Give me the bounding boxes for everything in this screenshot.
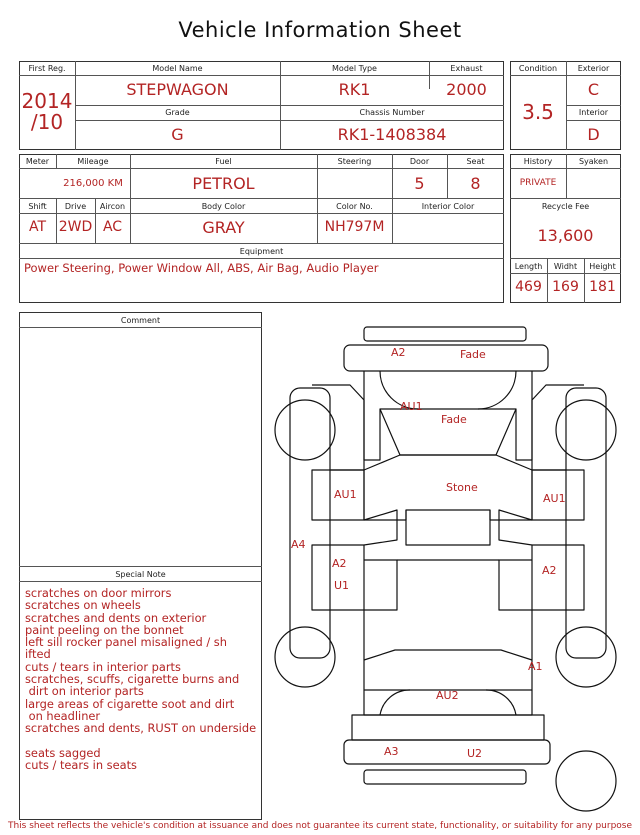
right-side-outline — [566, 388, 606, 658]
right-rear-door — [532, 545, 584, 610]
right-front-fender — [532, 385, 584, 470]
width-label: Widht — [553, 262, 578, 271]
special-note-item: paint peeling on the bonnet — [25, 622, 184, 637]
special-note-item: cuts / tears in seats — [25, 758, 137, 773]
damage-mark: Stone — [446, 481, 478, 494]
special-note-item: scratches and dents, RUST on underside — [25, 721, 257, 736]
right-pillar — [499, 510, 532, 545]
roof-front — [406, 510, 490, 545]
damage-mark: A2 — [332, 557, 347, 570]
front-panel-outline — [344, 345, 548, 371]
first-reg-month: /10 — [30, 110, 64, 134]
damage-mark: AU1 — [543, 492, 566, 505]
recycle-fee-value: 13,600 — [537, 226, 594, 245]
disclaimer-footer: This sheet reflects the vehicle's condition at issuance and does not guarantee its current state, functionality, or suitability for any purpose — [7, 821, 633, 831]
width-value: 169 — [552, 279, 579, 295]
rear-bumper-outline — [344, 740, 550, 764]
special-note-item: scratches on wheels — [25, 598, 141, 613]
exterior-value: C — [587, 80, 600, 99]
damage-mark: Fade — [441, 413, 467, 426]
condition-value: 3.5 — [522, 100, 554, 124]
aircon-value: AC — [102, 219, 123, 235]
seat-value: 8 — [470, 174, 481, 193]
special-note-item: cuts / tears in interior parts — [25, 659, 181, 674]
drive-label: Drive — [64, 202, 87, 211]
meter-label: Meter — [25, 157, 50, 166]
equipment-label: Equipment — [239, 247, 284, 256]
exhaust-value: 2000 — [446, 80, 487, 99]
left-quarter — [364, 560, 397, 610]
body-color-label: Body Color — [201, 202, 246, 211]
rear-right-arch — [486, 690, 516, 715]
front-bumper-outline — [364, 327, 526, 341]
grade-label: Grade — [165, 108, 190, 117]
rear-step-outline — [364, 770, 526, 784]
exterior-label: Exterior — [577, 64, 610, 73]
first-reg-year: 2014 — [21, 89, 73, 113]
damage-mark: U1 — [334, 579, 350, 592]
rear-left-wheel — [275, 627, 335, 687]
damage-mark: AU2 — [436, 689, 459, 702]
left-side-outline — [290, 388, 330, 658]
left-pillar — [364, 510, 397, 545]
first-reg-label: First Reg. — [28, 64, 66, 73]
left-rear-door — [312, 545, 364, 610]
steering-label: Steering — [337, 157, 372, 166]
drive-value: 2WD — [58, 219, 93, 235]
special-note-item: scratches on door mirrors — [25, 586, 172, 600]
spare-wheel — [556, 751, 616, 811]
damage-mark: AU1 — [334, 488, 357, 501]
shift-label: Shift — [28, 202, 47, 211]
front-right-arch — [478, 371, 516, 409]
front-left-wheel — [275, 400, 335, 460]
special-note-item: on headliner — [25, 708, 101, 723]
damage-mark: A2 — [542, 564, 557, 577]
rear-window-top — [364, 650, 532, 660]
model-name-label: Model Name — [152, 64, 203, 73]
damage-mark: A1 — [528, 660, 543, 673]
special-notes-list — [25, 587, 260, 771]
length-value: 469 — [515, 279, 542, 295]
aircon-label: Aircon — [99, 202, 126, 211]
color-no-label: Color No. — [336, 202, 373, 211]
equipment-value: Power Steering, Power Window All, ABS, Air Bag, Audio Player — [24, 261, 379, 275]
model-name-value: STEPWAGON — [126, 80, 229, 99]
special-note-label: Special Note — [115, 570, 166, 579]
fuel-label: Fuel — [215, 157, 232, 166]
shift-value: AT — [28, 219, 47, 235]
comment-label: Comment — [120, 316, 161, 325]
fuel-value: PETROL — [192, 174, 255, 193]
car-damage-diagram — [268, 322, 628, 819]
model-type-label: Model Type — [332, 64, 377, 73]
rear-lower — [352, 715, 544, 740]
chassis-value: RK1-1408384 — [337, 125, 447, 144]
condition-label: Condition — [518, 64, 558, 73]
seat-label: Seat — [466, 157, 485, 166]
history-label: History — [523, 157, 553, 166]
damage-mark: AU1 — [400, 400, 423, 413]
page-title: Vehicle Information Sheet — [178, 18, 462, 42]
interior-color-label: Interior Color — [421, 202, 475, 211]
mileage-label: Mileage — [77, 157, 109, 166]
chassis-label: Chassis Number — [359, 108, 425, 117]
front-right-wheel — [556, 400, 616, 460]
damage-mark: A4 — [291, 538, 306, 551]
special-note-item: scratches, scuffs, cigarette burns and — [25, 672, 240, 687]
special-note-item: dirt on interior parts — [25, 684, 144, 699]
door-label: Door — [409, 157, 430, 166]
mileage-value: 216,000 KM — [63, 178, 123, 189]
right-quarter — [499, 560, 532, 610]
length-label: Length — [514, 262, 543, 271]
special-note-item: large areas of cigarette soot and dirt — [25, 696, 235, 711]
exhaust-label: Exhaust — [450, 64, 483, 73]
grade-value: G — [171, 125, 184, 144]
rear-left-arch — [380, 690, 410, 715]
history-value: PRIVATE — [519, 178, 557, 188]
damage-mark: U2 — [467, 747, 483, 760]
door-value: 5 — [414, 174, 425, 193]
height-value: 181 — [589, 279, 616, 295]
interior-label: Interior — [578, 108, 609, 117]
special-note-item — [25, 735, 260, 747]
rear-right-wheel — [556, 627, 616, 687]
damage-mark: Fade — [460, 348, 486, 361]
body-color-value: GRAY — [202, 218, 245, 237]
special-note-item: ifted — [25, 647, 51, 662]
special-note-item: left sill rocker panel misaligned / sh — [25, 635, 227, 650]
syaken-label: Syaken — [578, 157, 609, 166]
interior-value: D — [587, 125, 600, 144]
damage-mark: A3 — [384, 745, 399, 758]
special-note-item: scratches and dents on exterior — [25, 610, 207, 625]
model-type-value: RK1 — [338, 80, 371, 99]
recycle-fee-label: Recycle Fee — [541, 202, 590, 211]
color-no-value: NH797M — [324, 219, 385, 235]
left-front-fender — [312, 385, 364, 470]
height-label: Height — [589, 262, 616, 271]
special-note-item: seats sagged — [25, 745, 101, 760]
damage-mark: A2 — [391, 346, 406, 359]
